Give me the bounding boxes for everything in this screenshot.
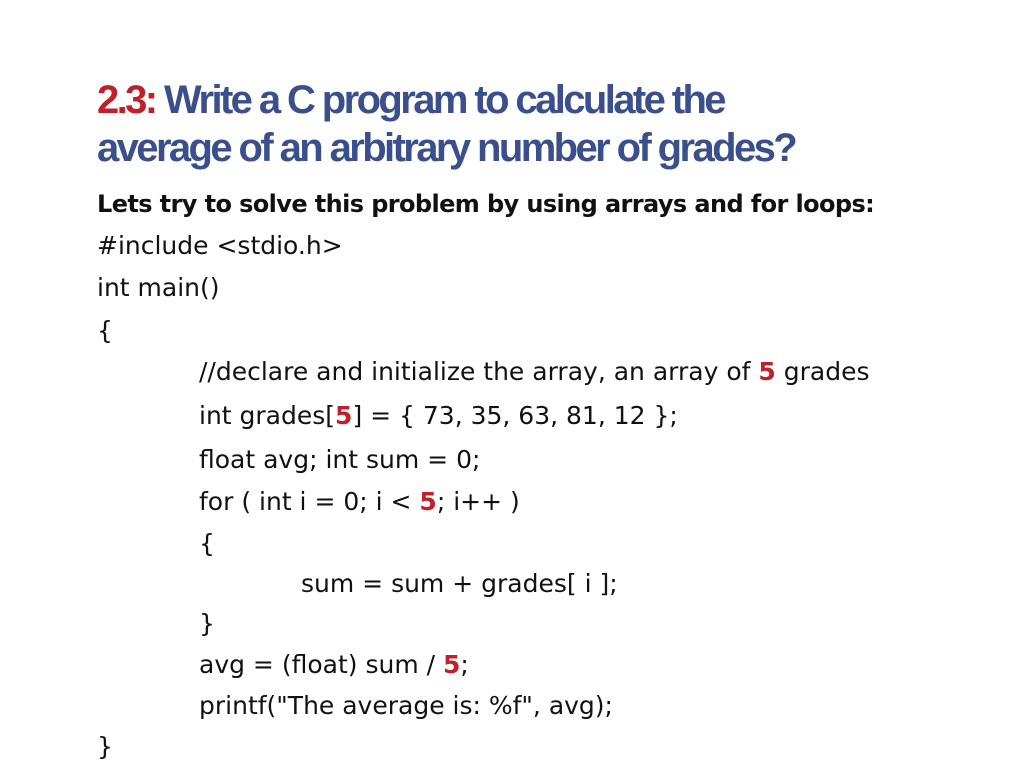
- code-line-decl: [199, 398, 678, 434]
- intro-text: Lets try to solve this problem by using arrays and for loops:: [97, 190, 875, 218]
- slide-title: [97, 76, 977, 172]
- decl-highlight: 5: [335, 401, 353, 430]
- decl-prefix: int grades[: [199, 401, 336, 430]
- title-number: 2.3:: [97, 78, 156, 122]
- comment-highlight: 5: [758, 357, 776, 386]
- decl-suffix: ] = { 73, 35, 63, 81, 12 };: [352, 401, 678, 430]
- code-line-avg: [199, 647, 469, 683]
- comment-text: //declare and initialize the array, an array of: [199, 357, 759, 386]
- code-line-close-brace: }: [97, 732, 113, 761]
- code-line-include: #include <stdio.h>: [97, 231, 343, 260]
- avg-highlight: 5: [442, 650, 461, 679]
- code-line-sum: sum = sum + grades[ i ];: [301, 569, 618, 598]
- title-line-2: average of an arbitrary number of grades?: [97, 126, 796, 170]
- title-text-1: Write a C program to calculate the: [155, 78, 724, 122]
- code-line-printf: printf("The average is: %f", avg);: [199, 691, 613, 720]
- code-line-main: int main(): [97, 273, 220, 302]
- code-line-comment: [199, 354, 869, 390]
- comment-suffix: grades: [775, 357, 870, 386]
- for-suffix: ; i++ ): [436, 487, 520, 516]
- code-line-loop-open: {: [199, 529, 215, 558]
- code-line-vars: float avg; int sum = 0;: [199, 445, 481, 474]
- for-highlight: 5: [419, 487, 437, 516]
- code-line-loop-close: }: [199, 609, 215, 638]
- avg-prefix: avg = (float) sum /: [199, 650, 443, 679]
- code-line-open-brace: {: [97, 316, 113, 345]
- code-line-for: [199, 484, 520, 520]
- for-prefix: for ( int i = 0; i <: [199, 487, 420, 516]
- title-line-1: [97, 76, 977, 124]
- avg-suffix: ;: [460, 650, 469, 679]
